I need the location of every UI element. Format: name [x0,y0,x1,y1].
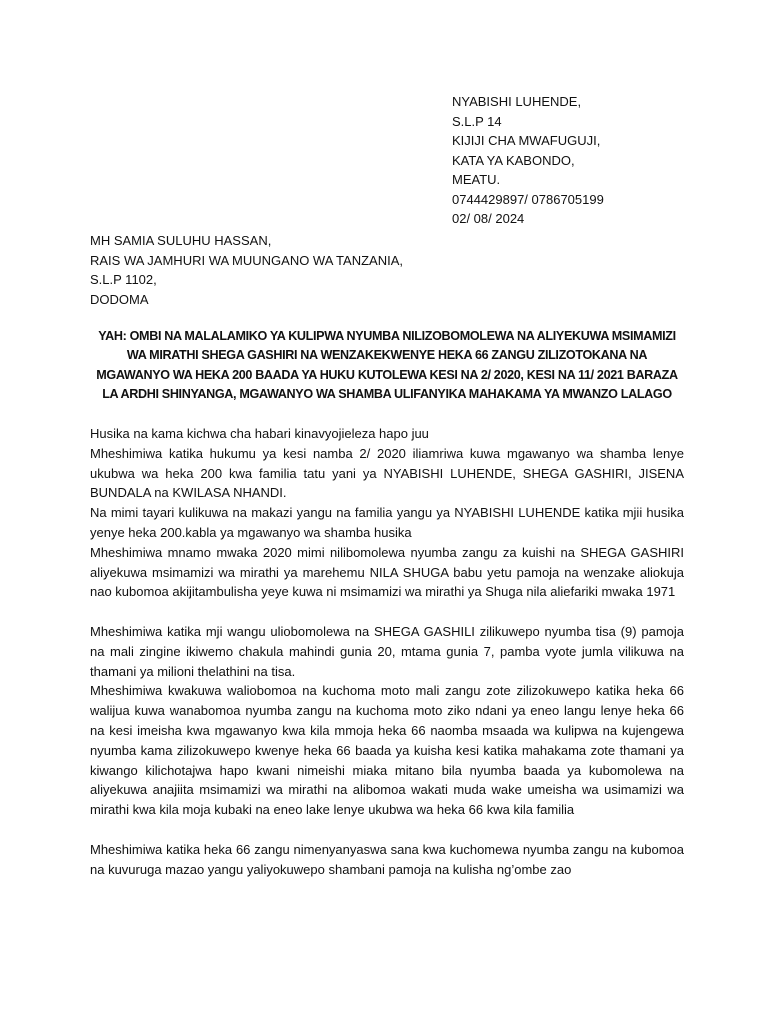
body-paragraph: Mheshimiwa katika hukumu ya kesi namba 2/ 2020 iliamriwa kuwa mgawanyo wa shamba lenye ukubwa wa heka 200 kwa familia tatu yani ya NYABISHI LUHENDE, SHEGA GASHIRI, JISENA BUNDALA na KWILASA NHANDI. [90,445,684,501]
body-paragraph: Husika na kama kichwa cha habari kinavyojieleza hapo juu [90,426,429,441]
sender-address-block [452,92,604,229]
recipient-name: MH SAMIA SULUHU HASSAN, [90,233,272,248]
sender-phones: 0744429897/ 0786705199 [452,191,604,207]
sender-district: MEATU. [452,172,501,187]
sender-po-box: S.L.P 14 [452,113,502,129]
body-paragraph: Mheshimiwa mnamo mwaka 2020 mimi nilibomolewa nyumba zangu za kuishi na SHEGA GASHIRI aliyekuwa msimamizi wa mirathi ya marehemu NILA SHUGA babu yetu pamoja na wenzake aliokuja nao kubomoa akijitambulisha yeye kuwa ni msimamizi wa mirathi ya Shuga nila aliefariki mwaka 1971 [90,544,684,600]
letter-date: 02/ 08/ 2024 [452,211,525,226]
letter-body [90,424,684,879]
recipient-po-box: S.L.P 1102, [90,272,157,287]
sender-village: KIJIJI CHA MWAFUGUJI, [452,133,601,148]
body-paragraph: Mheshimiwa katika mji wangu uliobomolewa na SHEGA GASHILI zilikuwepo nyumba tisa (9) pamoja na mali zingine ikiwemo chakula mahindi gunia 20, mtama gunia 7, pamba vyote jumla vilikuwa na thamani ya milioni thelathini na tisa. [90,623,684,679]
recipient-address-block [90,231,403,309]
recipient-title: RAIS WA JAMHURI WA MUUNGANO WA TANZANIA, [90,252,403,268]
sender-ward: KATA YA KABONDO, [452,152,575,168]
sender-name: NYABISHI LUHENDE, [452,94,582,109]
letter-subject: YAH: OMBI NA MALALAMIKO YA KULIPWA NYUMBA NILIZOBOMOLEWA NA ALIYEKUWA MSIMAMIZI WA MIRATHI SHEGA GASHIRI NA WENZAKEKWENYE HEKA 66 ZANGU ZILIZOTOKANA NA MGAWANYO WA HEKA 200 BAADA YA HUKU KUTOLEWA KESI NA 2/ 2020, KESI NA 11/ 2021 BARAZA LA ARDHI SHINYANGA, MGAWANYO WA SHAMBA ULIFANYIKA MAHAKAMA YA MWANZO LALAGO [96,329,678,402]
body-paragraph: Na mimi tayari kulikuwa na makazi yangu na familia yangu ya NYABISHI LUHENDE katika mjii husika yenye heka 200.kabla ya mgawanyo wa shamba husika [90,505,684,540]
body-paragraph: Mheshimiwa kwakuwa waliobomoa na kuchoma moto mali zangu zote zilizokuwepo katika heka 66 walijua kuwa wanabomoa nyumba zangu na kuchoma moto ziko ndani ya eneo langu lenye heka 66 na kesi imeisha kwa mgawanyo kwa kila mmoja heka 66 naomba msaada wa kulipwa na kujengewa nyumba kama zilizokuwepo kwenye heka 66 baada ya kuisha kesi katika mahakama zote thamani ya kiwango kilichotajwa hapo kwani nimeishi miaka mitano bila nyumba baada ya kubomolewa na aliyekuwa anajiita msimamizi wa mirathi na alibomoa wakati muda wake umeisha wa usimamizi wa mirathi kwa kila moja kubaki na eneo lake lenye ukubwa wa heka 66 kwa kila familia [90,683,684,818]
recipient-city: DODOMA [90,291,149,307]
body-paragraph: Mheshimiwa katika heka 66 zangu nimenyanyaswa sana kwa kuchomewa nyumba zangu na kubomoa na kuvuruga mazao yangu yaliyokuwepo shambani pamoja na kulisha ng’ombe zao [90,841,684,877]
